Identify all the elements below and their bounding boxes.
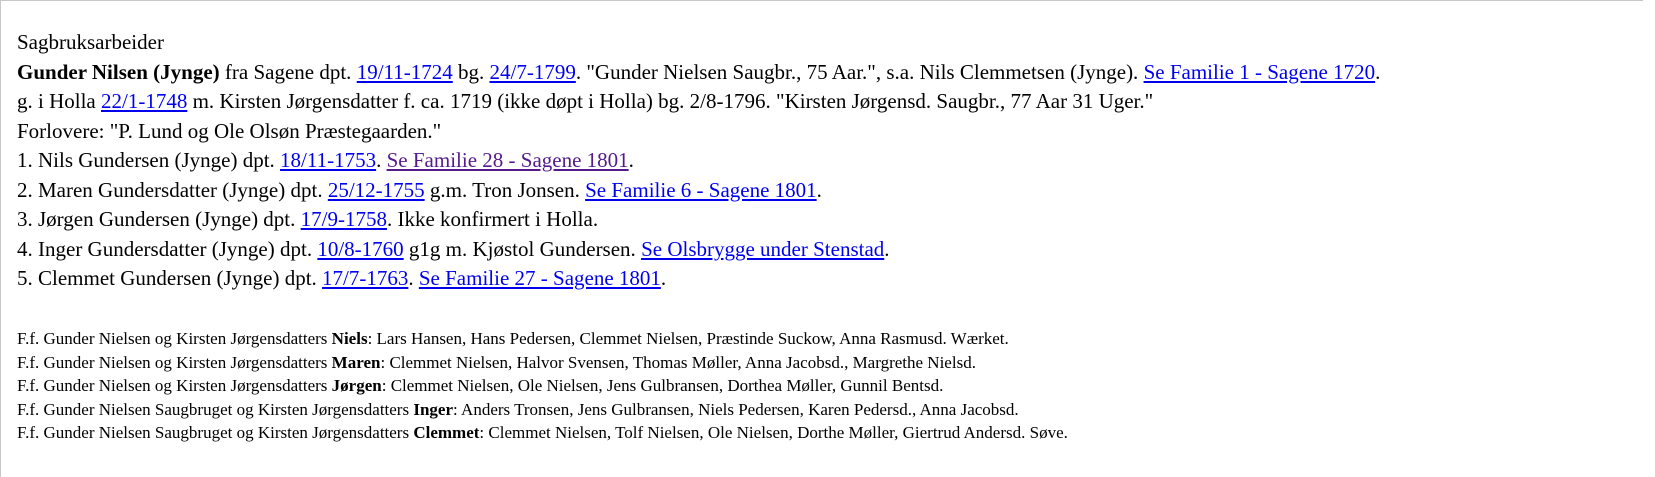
- family-record: [17, 28, 1380, 294]
- marriage-text: m. Kirsten Jørgensdatter f. ca. 1719 (ikke døpt i Holla) bg. 2/8-1796. "Kirsten Jørgensd. Saugbr., 77 Aar 31 Uger.": [187, 89, 1154, 113]
- witnesses-line: Forlovere: "P. Lund og Ole Olsøn Præstegaarden.": [17, 118, 442, 143]
- main-person-name: Gunder Nilsen (Jynge): [17, 59, 220, 84]
- godparents-line: [17, 351, 1068, 375]
- child-text: 3. Jørgen Gundersen (Jynge) dpt.: [17, 207, 301, 231]
- line-end: .: [660, 266, 667, 290]
- child-note: g1g m. Kjøstol Gundersen.: [403, 236, 642, 261]
- child-line-4: [17, 235, 1380, 265]
- godparents-child-name: Niels: [331, 329, 368, 348]
- child-note: g.m. Tron Jonsen.: [424, 177, 586, 202]
- godparents-names: : Clemmet Nielsen, Halvor Svensen, Thomas Møller, Anna Jacobsd., Margrethe Nielsd.: [380, 352, 976, 372]
- line-end: .: [884, 236, 890, 261]
- marriage-line: [17, 87, 1380, 117]
- godparents-names: : Lars Hansen, Hans Pedersen, Clemmet Nielsen, Præstinde Suckow, Anna Rasmusd. Wærket.: [367, 329, 1009, 348]
- burial-note: . "Gunder Nielsen Saugbr., 75 Aar.", s.a. Nils Clemmetsen (Jynge).: [575, 59, 1144, 84]
- child-baptism-link[interactable]: 25/12-1755: [327, 177, 425, 202]
- child-line-3: [17, 205, 1380, 235]
- child-baptism-link[interactable]: 17/7-1763: [322, 266, 409, 290]
- birth-date-link[interactable]: 19/11-1724: [356, 59, 453, 84]
- godparents-names: : Anders Tronsen, Jens Gulbransen, Niels Pedersen, Karen Pedersd., Anna Jacobsd.: [453, 399, 1019, 419]
- godparents-line: [17, 374, 1068, 398]
- burial-label: bg.: [452, 59, 490, 84]
- child-note: . Ikke konfirmert i Holla.: [386, 207, 599, 231]
- child-baptism-link[interactable]: 10/8-1760: [317, 236, 404, 261]
- child-text: 5. Clemmet Gundersen (Jynge) dpt.: [17, 266, 323, 290]
- godparents-child-name: Jørgen: [331, 376, 382, 395]
- godparents-child-name: Clemmet: [413, 423, 480, 442]
- child-line-2: [17, 176, 1380, 206]
- godparents-prefix: F.f. Gunder Nielsen og Kirsten Jørgensdatters: [17, 376, 332, 395]
- family-link[interactable]: Se Familie 1 - Sagene 1720: [1143, 59, 1376, 84]
- birth-text: fra Sagene dpt.: [219, 59, 357, 84]
- godparents-line: [17, 421, 1068, 445]
- child-line-5: [17, 264, 1380, 294]
- godparents-line: [17, 327, 1068, 351]
- child-text: 4. Inger Gundersdatter (Jynge) dpt.: [17, 236, 318, 261]
- line-end: .: [1375, 59, 1381, 84]
- line-end: .: [816, 177, 822, 202]
- main-person-line: [17, 58, 1380, 88]
- child-note: .: [376, 148, 387, 172]
- line-end: .: [628, 148, 634, 172]
- child-family-link[interactable]: Se Familie 28 - Sagene 1801: [386, 148, 629, 172]
- godparents-list: [17, 327, 1068, 445]
- godparents-names: : Clemmet Nielsen, Tolf Nielsen, Ole Nielsen, Dorthe Møller, Giertrud Andersd. Søve.: [479, 423, 1068, 442]
- godparents-prefix: F.f. Gunder Nielsen og Kirsten Jørgensdatters: [17, 329, 332, 348]
- godparents-prefix: F.f. Gunder Nielsen Saugbruget og Kirsten Jørgensdatters: [17, 399, 414, 419]
- godparents-prefix: F.f. Gunder Nielsen Saugbruget og Kirsten Jørgensdatters: [17, 423, 414, 442]
- burial-date-link[interactable]: 24/7-1799: [489, 59, 576, 84]
- child-farm-link[interactable]: Se Olsbrygge under Stenstad: [641, 236, 885, 261]
- child-note: .: [408, 266, 419, 290]
- godparents-prefix: F.f. Gunder Nielsen og Kirsten Jørgensdatters: [17, 352, 332, 372]
- child-family-link[interactable]: Se Familie 6 - Sagene 1801: [585, 177, 817, 202]
- marriage-date-link[interactable]: 22/1-1748: [101, 89, 188, 113]
- child-text: 1. Nils Gundersen (Jynge) dpt.: [17, 148, 281, 172]
- child-baptism-link[interactable]: 17/9-1758: [300, 207, 387, 231]
- godparents-child-name: Inger: [413, 399, 454, 419]
- occupation: Sagbruksarbeider: [17, 30, 164, 54]
- godparents-names: : Clemmet Nielsen, Ole Nielsen, Jens Gulbransen, Dorthea Møller, Gunnil Bentsd.: [381, 376, 944, 395]
- child-text: 2. Maren Gundersdatter (Jynge) dpt.: [17, 177, 328, 202]
- marriage-prefix: g. i Holla: [17, 89, 101, 113]
- child-line-1: [17, 146, 1380, 176]
- godparents-child-name: Maren: [331, 352, 381, 372]
- child-baptism-link[interactable]: 18/11-1753: [280, 148, 377, 172]
- child-family-link[interactable]: Se Familie 27 - Sagene 1801: [418, 266, 661, 290]
- godparents-line: [17, 398, 1068, 422]
